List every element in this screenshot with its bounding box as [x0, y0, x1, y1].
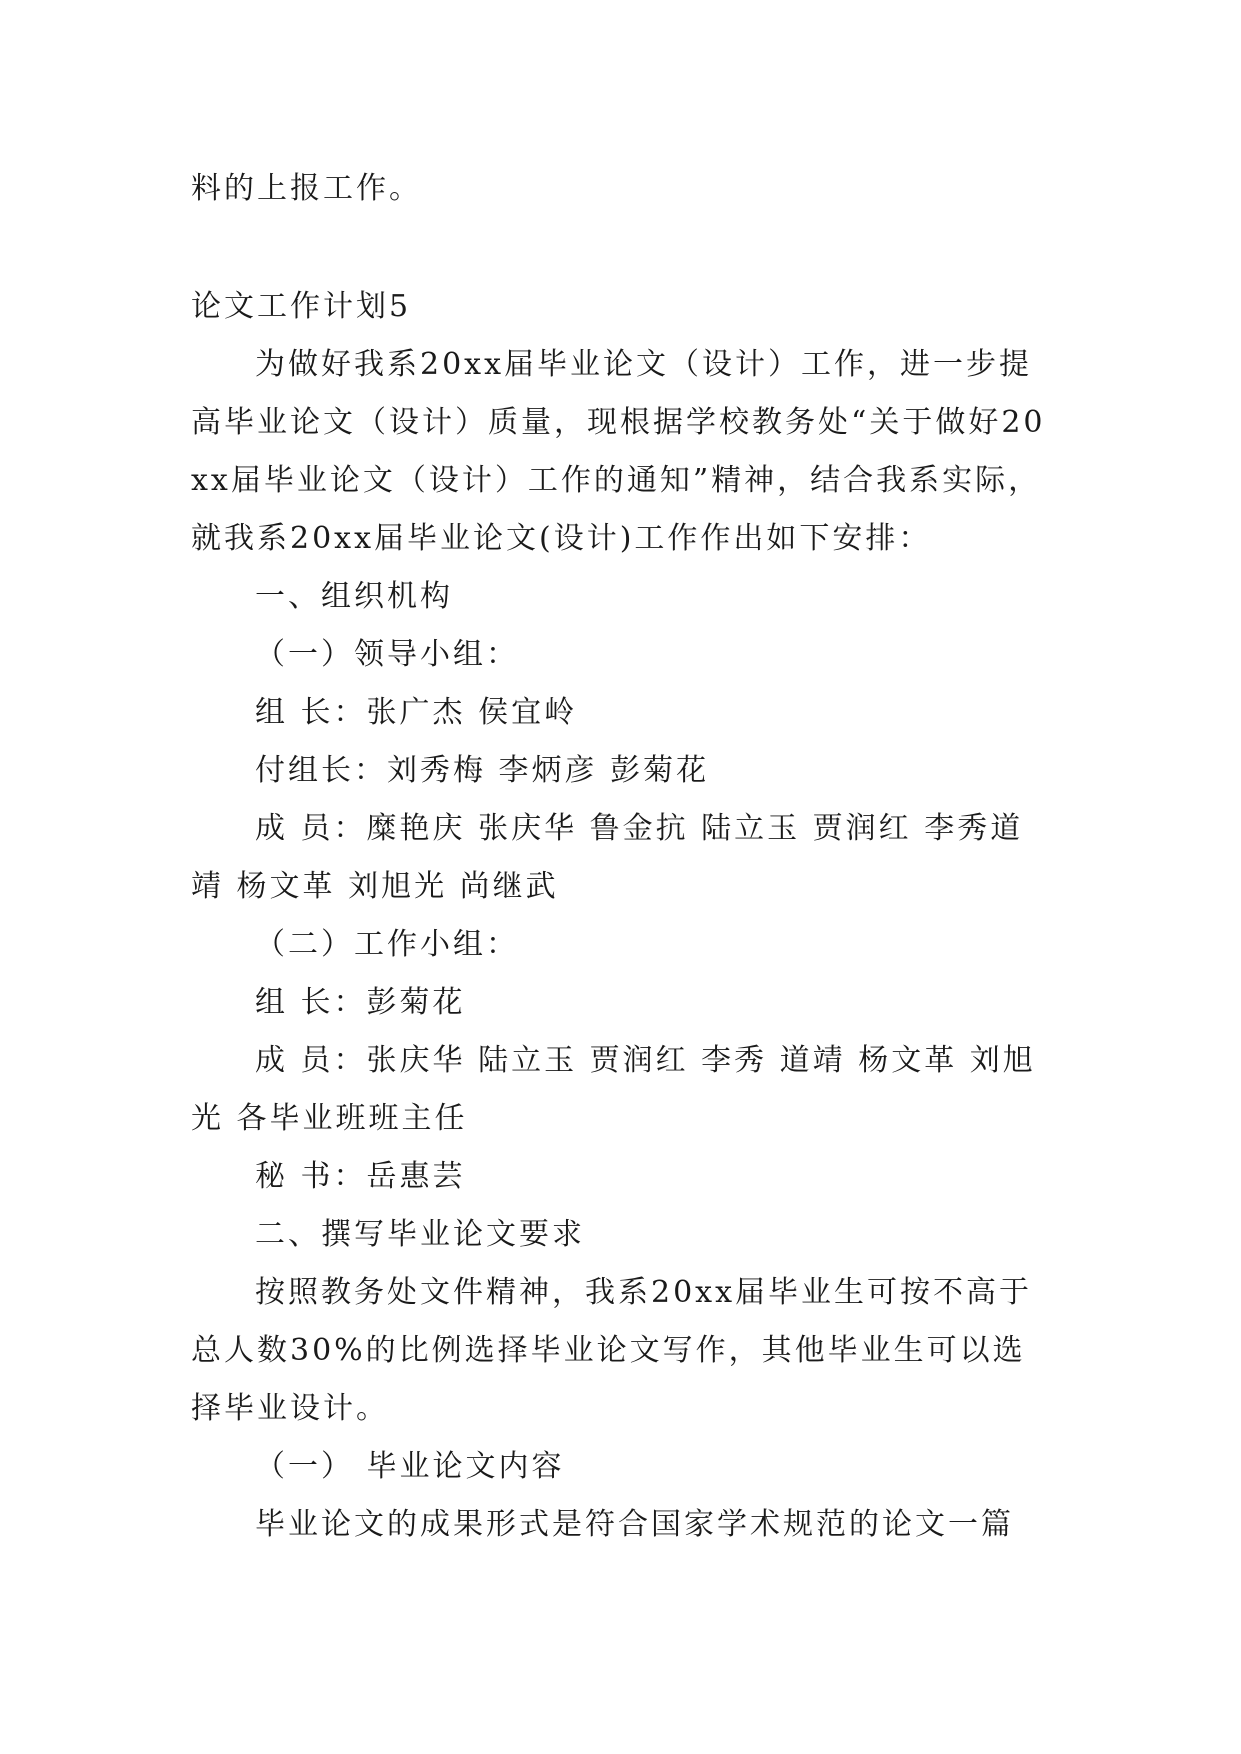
subheading-working-group: （二）工作小组：	[255, 927, 519, 962]
working-group-members: 成 员：张庆华 陆立玉 贾润红 李秀 道靖 杨文革 刘旭光 各毕业班班主任	[191, 1043, 1036, 1136]
thesis-content-paragraph: 毕业论文的成果形式是符合国家学术规范的论文一篇	[255, 1507, 1014, 1542]
paragraph-continuation: 料的上报工作。	[191, 171, 422, 206]
intro-paragraph: 为做好我系20xx届毕业论文（设计）工作，进一步提高毕业论文（设计）质量，现根据学校教务处“关于做好20xx届毕业论文（设计）工作的通知”精神，结合我系实际，就我系20xx届毕业论文(设计)工作作出如下安排：	[191, 347, 1046, 556]
subheading-thesis-content: （一） 毕业论文内容	[255, 1449, 565, 1484]
working-group-secretary: 秘 书：岳惠芸	[255, 1159, 466, 1194]
leadership-group-deputy: 付组长：刘秀梅 李炳彦 彭菊花	[255, 753, 710, 788]
leadership-group-leader: 组 长：张广杰 侯宜岭	[255, 695, 578, 730]
leadership-group-members: 成 员：糜艳庆 张庆华 鲁金抗 陆立玉 贾润红 李秀道靖 杨文革 刘旭光 尚继武	[191, 811, 1024, 904]
paragraph-gap	[191, 218, 1051, 278]
requirements-paragraph: 按照教务处文件精神，我系20xx届毕业生可按不高于总人数30%的比例选择毕业论文写作，其他毕业生可以选择毕业设计。	[191, 1275, 1033, 1426]
document-body	[191, 160, 1051, 1554]
section-title: 论文工作计划5	[191, 289, 412, 324]
heading-organization: 一、组织机构	[255, 579, 453, 614]
working-group-leader: 组 长：彭菊花	[255, 985, 466, 1020]
heading-thesis-requirements: 二、撰写毕业论文要求	[255, 1217, 585, 1252]
subheading-leadership-group: （一）领导小组：	[255, 637, 519, 672]
